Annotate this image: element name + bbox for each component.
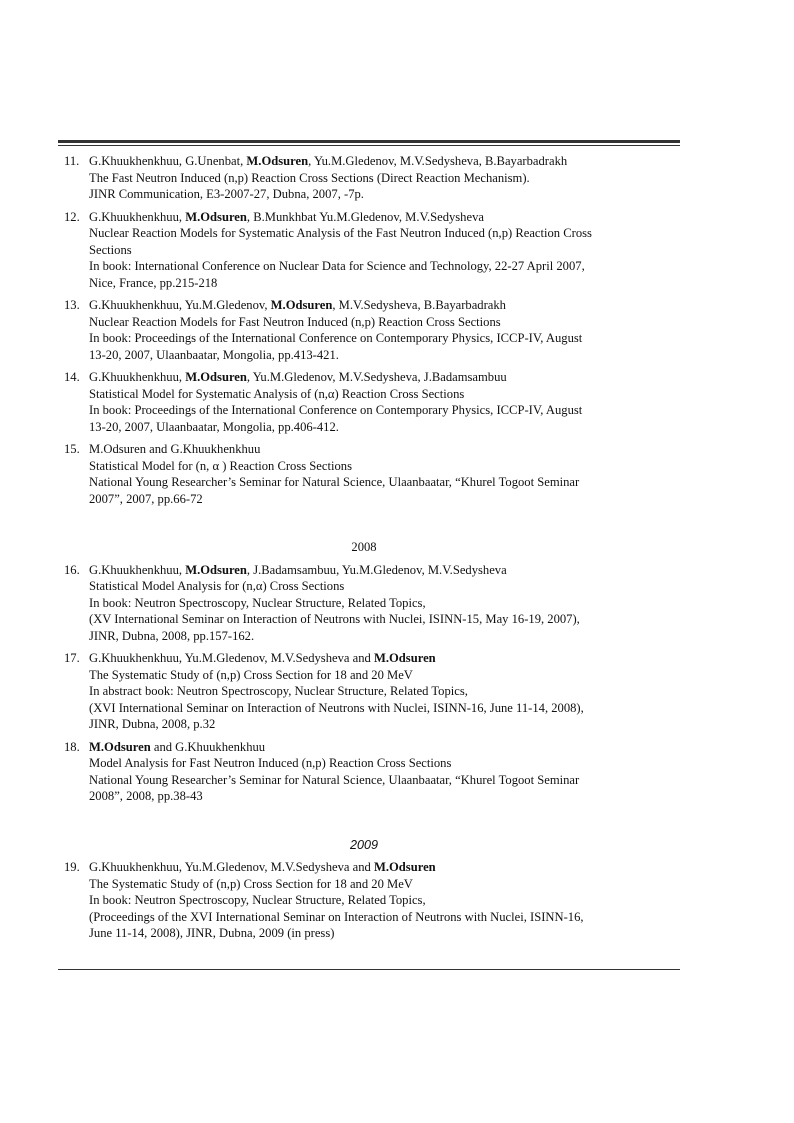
entry-detail-line: The Systematic Study of (n,p) Cross Section for 18 and 20 MeV — [89, 667, 413, 682]
entry-detail-line: 13-20, 2007, Ulaanbaatar, Mongolia, pp.406-412. — [89, 419, 339, 434]
entry-detail-line: Sections — [89, 242, 132, 257]
publication-entry — [64, 562, 664, 645]
publication-entry — [64, 441, 664, 507]
publication-entry — [64, 739, 664, 805]
entry-authors — [89, 441, 664, 458]
entry-detail-line: (Proceedings of the XVI International Seminar on Interaction of Neutrons with Nuclei, ISINN-16, — [89, 909, 584, 924]
publications-2007 — [64, 153, 664, 507]
author-highlight: M.Odsuren — [246, 154, 309, 168]
authors-text: G.Khuukhenkhuu, — [89, 209, 186, 224]
entry-number: 17. — [64, 651, 80, 665]
entry-detail-line: JINR Communication, E3-2007-27, Dubna, 2007, -7p. — [89, 187, 364, 201]
entry-detail-line: The Fast Neutron Induced (n,p) Reaction Cross Sections (Direct Reaction Mechanism). — [89, 170, 530, 185]
publication-entry — [64, 369, 664, 435]
entry-detail-line: Statistical Model Analysis for (n,α) Cross Sections — [89, 579, 345, 593]
author-highlight: M.Odsuren — [185, 370, 247, 384]
publications-2008 — [64, 562, 664, 805]
entry-detail-line: In book: Proceedings of the International Conference on Contemporary Physics, ICCP-IV, August — [89, 403, 583, 417]
authors-text: G.Khuukhenkhuu, — [89, 562, 186, 577]
entry-number: 15. — [64, 442, 80, 456]
authors-text: G.Khuukhenkhuu, Yu.M.Gledenov, M.V.Sedysheva and — [89, 860, 374, 874]
entry-detail-line: 2007”, 2007, pp.66-72 — [89, 491, 203, 506]
entry-detail-line: In book: Proceedings of the International Conference on Contemporary Physics, ICCP-IV, August — [89, 331, 583, 345]
publication-entry — [64, 209, 664, 292]
authors-text: , M.V.Sedysheva, B.Bayarbadrakh — [332, 298, 506, 312]
authors-text: G.Khuukhenkhuu, Yu.M.Gledenov, M.V.Sedysheva and — [89, 651, 374, 665]
year-heading-2009: 2009 — [349, 837, 379, 852]
entry-detail-line: Nuclear Reaction Models for Systematic Analysis of the Fast Neutron Induced (n,p) Reaction Cross — [89, 226, 592, 240]
author-highlight: M.Odsuren — [89, 739, 151, 754]
entry-detail-line: Model Analysis for Fast Neutron Induced (n,p) Reaction Cross Sections — [89, 756, 452, 770]
top-double-rule — [58, 140, 680, 143]
publication-entry — [64, 297, 664, 363]
entry-authors — [89, 859, 664, 876]
author-highlight: M.Odsuren — [270, 298, 333, 312]
entry-detail-line: Statistical Model for (n, α ) Reaction Cross Sections — [89, 458, 352, 473]
entry-detail-line: June 11-14, 2008), JINR, Dubna, 2009 (in press) — [89, 926, 335, 940]
entry-authors — [89, 650, 664, 667]
authors-text: G.Khuukhenkhuu, G.Unenbat, — [89, 154, 247, 168]
authors-text: , J.Badamsambuu, Yu.M.Gledenov, M.V.Sedysheva — [246, 562, 507, 577]
entry-detail-line: 13-20, 2007, Ulaanbaatar, Mongolia, pp.413-421. — [89, 347, 339, 362]
entry-authors — [89, 739, 664, 756]
entry-number: 13. — [64, 298, 80, 312]
entry-detail-line: (XVI International Seminar on Interaction of Neutrons with Nuclei, ISINN-16, June 11-14, 2008), — [89, 700, 584, 715]
authors-text: , Yu.M.Gledenov, M.V.Sedysheva, J.Badamsambuu — [246, 370, 507, 384]
publication-entry — [64, 650, 664, 733]
entry-detail-line: JINR, Dubna, 2008, p.32 — [89, 717, 216, 731]
bottom-rule — [58, 969, 680, 970]
entry-detail-line: In book: International Conference on Nuclear Data for Science and Technology, 22-27 April 2007, — [89, 259, 585, 273]
entry-authors — [89, 153, 664, 170]
entry-detail-line: National Young Researcher’s Seminar for Natural Science, Ulaanbaatar, “Khurel Togoot Seminar — [89, 772, 580, 787]
entry-number: 19. — [64, 860, 80, 874]
entry-authors — [89, 369, 664, 386]
entry-authors — [89, 297, 664, 314]
entry-detail-line: National Young Researcher’s Seminar for Natural Science, Ulaanbaatar, “Khurel Togoot Seminar — [89, 475, 580, 489]
author-highlight: M.Odsuren — [373, 860, 436, 874]
entry-detail-line: (XV International Seminar on Interaction of Neutrons with Nuclei, ISINN-15, May 16-19, 2007), — [89, 612, 580, 626]
entry-detail-line: Nice, France, pp.215-218 — [89, 275, 218, 290]
entry-number: 11. — [64, 154, 80, 168]
authors-text: G.Khuukhenkhuu, Yu.M.Gledenov, — [89, 298, 271, 312]
year-heading-2008: 2008 — [351, 540, 377, 554]
entry-number: 12. — [64, 209, 80, 224]
entry-authors — [89, 209, 664, 226]
entry-detail-line: Statistical Model for Systematic Analysis of (n,α) Reaction Cross Sections — [89, 386, 465, 401]
entry-detail-line: In book: Neutron Spectroscopy, Nuclear Structure, Related Topics, — [89, 893, 426, 907]
entry-authors — [89, 562, 664, 579]
authors-text: and G.Khuukhenkhuu — [150, 739, 266, 754]
entry-detail-line: JINR, Dubna, 2008, pp.157-162. — [89, 628, 255, 643]
authors-text: M.Odsuren and G.Khuukhenkhuu — [89, 442, 261, 456]
entry-detail-line: The Systematic Study of (n,p) Cross Section for 18 and 20 MeV — [89, 876, 413, 891]
entry-number: 18. — [64, 739, 80, 754]
authors-text: , B.Munkhbat Yu.M.Gledenov, M.V.Sedysheva — [246, 209, 484, 224]
publication-entry — [64, 859, 664, 942]
entry-number: 14. — [64, 370, 80, 384]
author-highlight: M.Odsuren — [185, 209, 247, 224]
authors-text: G.Khuukhenkhuu, — [89, 370, 186, 384]
authors-text: , Yu.M.Gledenov, M.V.Sedysheva, B.Bayarbadrakh — [308, 154, 568, 168]
author-highlight: M.Odsuren — [185, 562, 247, 577]
entry-number: 16. — [64, 562, 80, 577]
author-highlight: M.Odsuren — [373, 651, 436, 665]
entry-detail-line: In book: Neutron Spectroscopy, Nuclear Structure, Related Topics, — [89, 595, 426, 610]
entry-detail-line: In abstract book: Neutron Spectroscopy, Nuclear Structure, Related Topics, — [89, 684, 468, 698]
publication-list — [64, 153, 664, 948]
entry-detail-line: Nuclear Reaction Models for Fast Neutron Induced (n,p) Reaction Cross Sections — [89, 314, 501, 329]
entry-detail-line: 2008”, 2008, pp.38-43 — [89, 789, 203, 803]
publications-2009 — [64, 859, 664, 942]
publication-entry — [64, 153, 664, 203]
